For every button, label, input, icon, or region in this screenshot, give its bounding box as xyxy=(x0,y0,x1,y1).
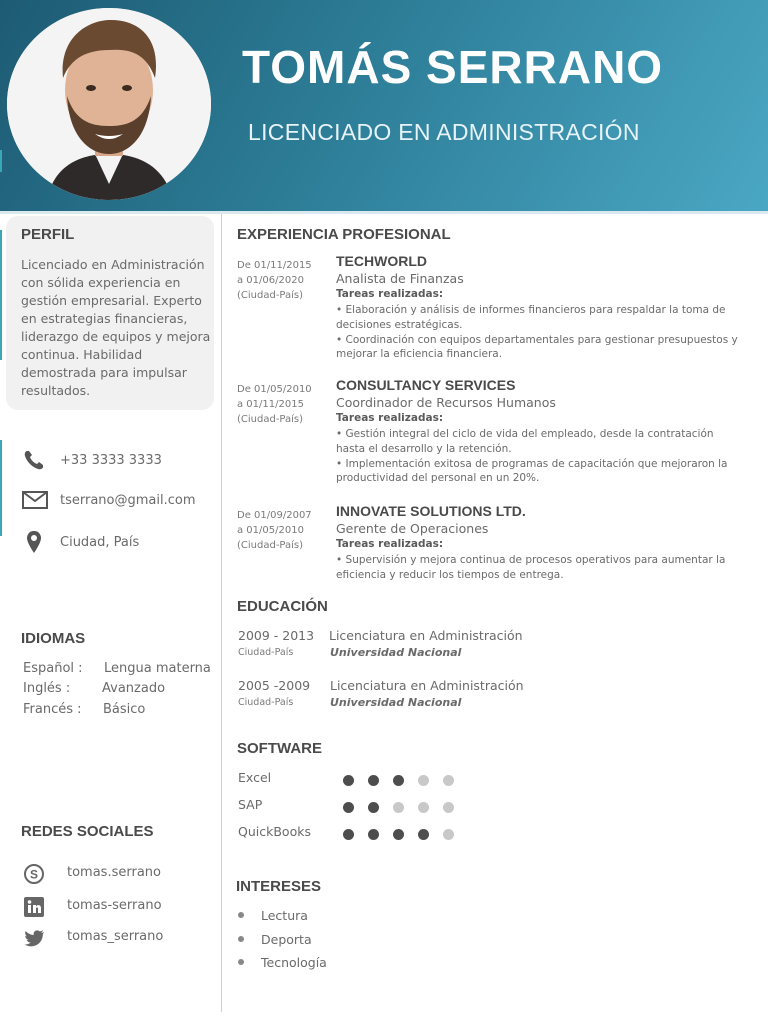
rating-dot-filled xyxy=(368,802,379,813)
education-years: 2009 - 2013 xyxy=(238,628,315,643)
phone-icon xyxy=(22,448,46,472)
software-row xyxy=(238,797,498,817)
job-task: • Gestión integral del ciclo de vida del empleado, desde la contratación hasta el desarrollo y la retención. xyxy=(336,428,714,455)
rating-dot-filled xyxy=(368,775,379,786)
rating-dot-filled xyxy=(343,829,354,840)
job-task: • Elaboración y análisis de informes financieros para respaldar la toma de decisiones estratégicas. xyxy=(336,304,726,331)
rating-dot-empty xyxy=(418,775,429,786)
education-degree: Licenciatura en Administración xyxy=(329,628,523,643)
header-underline xyxy=(0,211,768,214)
side-accent-mark xyxy=(0,150,2,172)
side-accent-mark xyxy=(0,230,2,360)
language-level: Lengua materna xyxy=(104,661,211,676)
job-task: • Supervisión y mejora continua de procesos operativos para aumentar la eficiencia y reducir los tiempos de entrega. xyxy=(336,554,726,581)
experience-heading: EXPERIENCIA PROFESIONAL xyxy=(237,226,451,243)
job-role: Gerente de Operaciones xyxy=(336,521,489,536)
rating-dot-empty xyxy=(443,802,454,813)
job-tasks xyxy=(336,427,741,486)
job-place: (Ciudad-País) xyxy=(237,540,304,551)
job-date-to: a 01/06/2020 xyxy=(237,275,304,286)
job-entry xyxy=(237,377,747,492)
interest-text: Deporta xyxy=(261,932,312,947)
person-portrait-icon xyxy=(7,8,211,200)
phone-text: +33 3333 3333 xyxy=(60,452,162,468)
rating-dot-filled xyxy=(393,829,404,840)
twitter-bird-icon xyxy=(23,927,45,949)
interest-text: Lectura xyxy=(261,908,308,923)
svg-text:S: S xyxy=(29,867,39,882)
language-level: Avanzado xyxy=(102,681,166,696)
job-date-from: De 01/09/2007 xyxy=(237,510,312,521)
rating-dot-empty xyxy=(443,829,454,840)
job-dates xyxy=(237,382,332,427)
skype-handle: tomas.serrano xyxy=(67,865,161,880)
twitter-handle: tomas_serrano xyxy=(67,929,164,944)
education-years: 2005 -2009 xyxy=(238,678,311,693)
skype-icon xyxy=(23,863,45,885)
language-row xyxy=(23,661,211,676)
rating-dot-filled xyxy=(343,802,354,813)
job-tasks-label: Tareas realizadas: xyxy=(336,412,444,424)
software-name: Excel xyxy=(238,770,272,785)
rating-dot-empty xyxy=(443,775,454,786)
envelope-icon xyxy=(22,490,48,510)
education-place: Ciudad-País xyxy=(238,647,294,658)
location-text: Ciudad, País xyxy=(60,534,140,550)
languages-heading: IDIOMAS xyxy=(21,630,86,647)
interests-heading: INTERESES xyxy=(236,878,322,895)
job-tasks xyxy=(336,553,741,583)
job-tasks-label: Tareas realizadas: xyxy=(336,538,444,550)
education-place: Ciudad-País xyxy=(238,697,294,708)
bullet-icon xyxy=(238,936,244,942)
job-date-to: a 01/11/2015 xyxy=(237,399,304,410)
candidate-name: TOMÁS SERRANO xyxy=(242,41,664,93)
job-date-from: De 01/05/2010 xyxy=(237,384,312,395)
social-twitter[interactable] xyxy=(23,927,164,949)
job-task: • Implementación exitosa de programas de capacitación que mejoraron la productividad del personal en un 20%. xyxy=(336,457,728,485)
bullet-icon xyxy=(238,959,244,965)
education-entry xyxy=(238,628,748,664)
candidate-title: LICENCIADO EN ADMINISTRACIÓN xyxy=(248,119,640,145)
rating-dot-filled xyxy=(368,829,379,840)
software-heading: SOFTWARE xyxy=(237,740,322,757)
social-linkedin[interactable] xyxy=(23,896,162,918)
job-company: INNOVATE SOLUTIONS LTD. xyxy=(336,503,526,519)
side-accent-mark xyxy=(0,440,2,536)
interest-text: Tecnología xyxy=(261,955,327,970)
job-company: CONSULTANCY SERVICES xyxy=(336,377,516,393)
map-pin-icon xyxy=(22,530,46,554)
profile-heading: PERFIL xyxy=(21,226,75,243)
education-entry xyxy=(238,678,748,714)
profile-text: Licenciado en Administración con sólida experiencia en gestión empresarial. Experto en estrategias financieras, liderazgo de equipos y mejora continua. Habilidad demostrada para impulsar resultados. xyxy=(21,257,211,398)
education-school: Universidad Nacional xyxy=(330,646,462,659)
social-heading: REDES SOCIALES xyxy=(21,823,154,840)
job-entry xyxy=(237,253,747,368)
job-tasks-label: Tareas realizadas: xyxy=(336,288,444,300)
social-skype[interactable] xyxy=(23,863,161,885)
email-text: tserrano@gmail.com xyxy=(60,492,196,508)
language-row xyxy=(23,681,166,696)
job-company: TECHWORLD xyxy=(336,253,427,269)
rating-dot-empty xyxy=(393,802,404,813)
rating-dot-filled xyxy=(418,829,429,840)
linkedin-handle: tomas-serrano xyxy=(67,898,162,913)
job-entry xyxy=(237,503,747,592)
job-task: • Coordinación con equipos departamentales para gestionar presupuestos y mejorar la eficiencia financiera. xyxy=(336,333,738,361)
job-place: (Ciudad-País) xyxy=(237,414,304,425)
language-row xyxy=(23,702,146,717)
rating-dot-empty xyxy=(418,802,429,813)
job-role: Analista de Finanzas xyxy=(336,271,464,286)
education-degree: Licenciatura en Administración xyxy=(330,678,524,693)
language-name: Inglés : xyxy=(23,681,71,696)
software-row xyxy=(238,824,498,844)
job-dates xyxy=(237,508,332,553)
rating-dot-filled xyxy=(393,775,404,786)
job-role: Coordinador de Recursos Humanos xyxy=(336,395,556,410)
software-name: QuickBooks xyxy=(238,824,311,839)
software-name: SAP xyxy=(238,797,263,812)
job-dates xyxy=(237,258,332,303)
education-school: Universidad Nacional xyxy=(330,696,462,709)
software-row xyxy=(238,770,498,790)
job-date-from: De 01/11/2015 xyxy=(237,260,312,271)
language-name: Francés : xyxy=(23,702,82,717)
rating-dot-filled xyxy=(343,775,354,786)
language-level: Básico xyxy=(103,702,146,717)
bullet-icon xyxy=(238,912,244,918)
job-tasks xyxy=(336,303,741,362)
education-heading: EDUCACIÓN xyxy=(237,598,328,615)
column-divider xyxy=(221,214,222,1012)
profile-photo xyxy=(7,8,211,200)
job-place: (Ciudad-País) xyxy=(237,290,304,301)
language-name: Español : xyxy=(23,661,83,676)
linkedin-icon xyxy=(23,896,45,918)
job-date-to: a 01/05/2010 xyxy=(237,525,304,536)
